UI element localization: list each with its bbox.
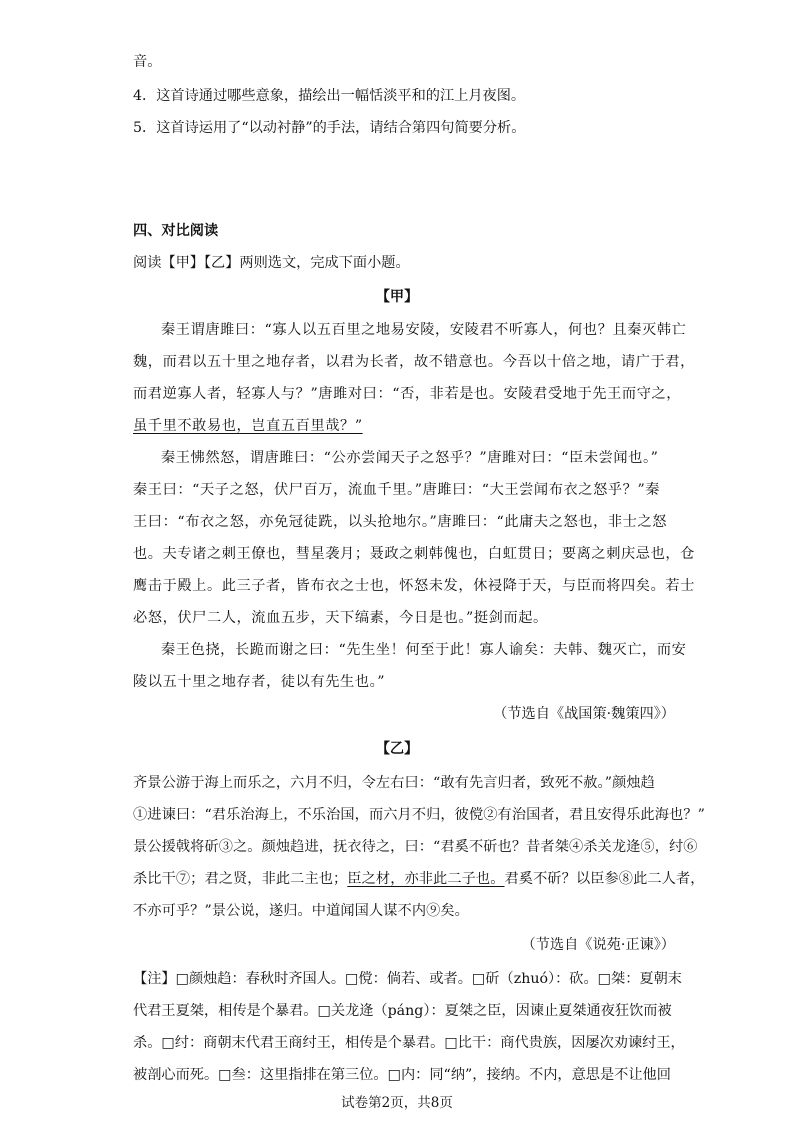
passage-yi-underlined-sentence: 臣之材，亦非此二子也。	[347, 871, 505, 887]
passage-yi-title: 【乙】	[375, 741, 419, 757]
passage-yi-line-part: 君奚不斫？以臣参⑧此二人者，	[504, 871, 705, 887]
passage-jia-line: 魏，而君以五十里之地存者，以君为长者，故不错意也。今吾以十倍之地，请广于君，	[133, 354, 695, 370]
passage-jia-underlined-sentence: 虽千里不敢易也，岂直五百里哉？”	[133, 418, 363, 434]
passage-jia-line: 秦王谓唐雎曰：“寡人以五百里之地易安陵，安陵君不听寡人，何也？且秦灭韩亡	[161, 322, 687, 338]
passage-yi-line: 不亦可乎？”景公说，遂归。中道闻国人谋不内⑨矣。	[133, 903, 469, 919]
section-instruction: 阅读【甲】【乙】两则选文，完成下面小题。	[133, 255, 410, 271]
passage-jia-title: 【甲】	[375, 289, 419, 305]
passage-jia-source: （节选自《战国策·魏策四》）	[493, 706, 675, 722]
passage-jia-line: 也。夫专诸之刺王僚也，彗星袭月；聂政之刺韩傀也，白虹贯日；要离之刺庆忌也，仓	[133, 546, 695, 562]
q3-tail: 音。	[133, 54, 162, 70]
notes-line: 代君王夏桀，相传是个暴君。□关龙逄（páng）：夏桀之臣，因谏止夏桀通夜狂饮而被	[133, 1003, 672, 1019]
passage-yi-line	[133, 869, 705, 889]
passage-jia-line: 秦王怫然怒，谓唐雎曰：“公亦尝闻天子之怒乎？”唐雎对曰：“臣未尝闻也。”	[161, 450, 659, 466]
passage-jia-line: 而君逆寡人者，轻寡人与？”唐雎对曰：“否，非若是也。安陵君受地于先王而守之，	[133, 386, 682, 402]
passage-jia-line: 必怒，伏尸二人，流血五步，天下缟素，今日是也。”挺剑而起。	[133, 610, 548, 626]
passage-yi-line: 景公援戟将斫③之。颜烛趋进，抚衣待之，曰：“君奚不斫也？昔者桀④杀关龙逄⑤，纣⑥	[133, 839, 698, 855]
notes-line: 被剖心而死。□叁：这里指排在第三位。□内：同“纳”，接纳。不内，意思是不让他回	[133, 1067, 671, 1083]
passage-yi-source: （节选自《说苑·正谏》）	[521, 937, 675, 953]
passage-jia-line: 秦王曰：“天子之怒，伏尸百万，流血千里。”唐雎曰：“大王尝闻布衣之怒乎？”秦	[133, 482, 661, 498]
passage-jia-line: 鹰击于殿上。此三子者，皆布衣之士也，怀怒未发，休祲降于天，与臣而将四矣。若士	[133, 578, 695, 594]
passage-jia-line: 王曰：“布衣之怒，亦免冠徒跣，以头抢地尔。”唐雎曰：“此庸夫之怒也，非士之怒	[133, 514, 668, 530]
passage-jia-line: 陵以五十里之地存者，徒以有先生也。”	[133, 674, 386, 690]
passage-yi-line: 齐景公游于海上而乐之，六月不归，令左右曰：“敢有先言归者，致死不赦。”颜烛趋	[133, 775, 655, 791]
section-heading: 四、对比阅读	[133, 223, 219, 239]
notes-line: 【注】□颜烛趋：春秋时齐国人。□傥：倘若、或者。□斫（zhuó）：砍。□桀：夏朝末	[133, 971, 682, 987]
passage-jia-line: 秦王色挠，长跪而谢之曰：“先生坐！何至于此！寡人谕矣：夫韩、魏灭亡，而安	[161, 642, 687, 658]
notes-line: 杀。□纣：商朝末代君王商纣王，相传是个暴君。□比干：商代贵族，因屡次劝谏纣王，	[133, 1035, 685, 1051]
page-footer: 试卷第2页，共8页	[341, 1095, 453, 1111]
question-5: 5．这首诗运用了“以动衬静”的手法，请结合第四句简要分析。	[133, 120, 526, 136]
passage-yi-line: ①进谏曰：“君乐治海上，不乐治国，而六月不归，彼傥②有治国者，君且安得乐此海也？”	[133, 807, 705, 823]
question-4: 4．这首诗通过哪些意象，描绘出一幅恬淡平和的江上月夜图。	[133, 88, 526, 104]
passage-yi-line-part: 杀比干⑦；君之贤，非此二主也；	[133, 871, 348, 887]
